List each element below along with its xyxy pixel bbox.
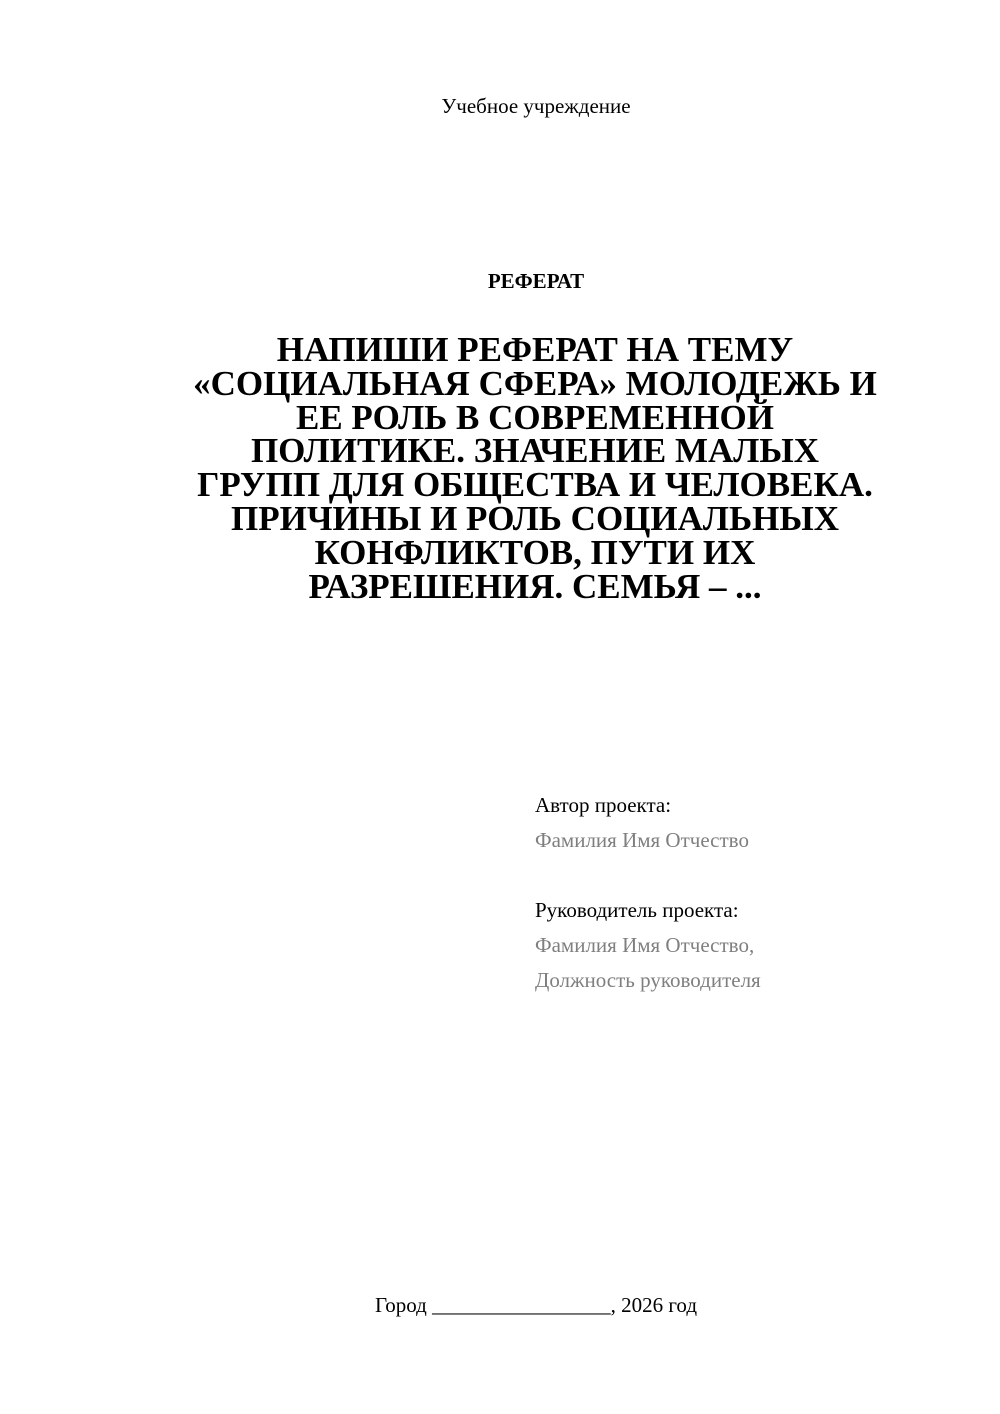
document-title <box>135 330 935 606</box>
title-line: ПОЛИТИКЕ. ЗНАЧЕНИЕ МАЛЫХ <box>250 431 820 471</box>
title-line: «СОЦИАЛЬНАЯ СФЕРА» МОЛОДЕЖЬ И <box>193 363 877 403</box>
supervisor-position: Должность руководителя <box>535 968 761 992</box>
title-line: КОНФЛИКТОВ, ПУТИ ИХ <box>314 532 756 572</box>
author-label: Автор проекта: <box>535 793 672 817</box>
title-line: ЕЕ РОЛЬ В СОВРЕМЕННОЙ <box>295 397 774 437</box>
title-line: НАПИШИ РЕФЕРАТ НА ТЕМУ <box>276 330 794 369</box>
title-line: РАЗРЕШЕНИЯ. СЕМЬЯ – ... <box>308 566 762 606</box>
institution-name: Учебное учреждение <box>441 94 631 118</box>
title-line: ГРУПП ДЛЯ ОБЩЕСТВА И ЧЕЛОВЕКА. <box>197 465 873 505</box>
city-year-footer: Город _________________, 2026 год <box>374 1293 698 1317</box>
project-people <box>535 788 975 998</box>
spacer <box>535 858 975 893</box>
supervisor-label: Руководитель проекта: <box>535 898 739 922</box>
title-line: ПРИЧИНЫ И РОЛЬ СОЦИАЛЬНЫХ <box>231 498 839 538</box>
document-type: РЕФЕРАТ <box>487 269 585 293</box>
author-name: Фамилия Имя Отчество <box>535 828 749 852</box>
supervisor-name: Фамилия Имя Отчество, <box>535 933 755 957</box>
